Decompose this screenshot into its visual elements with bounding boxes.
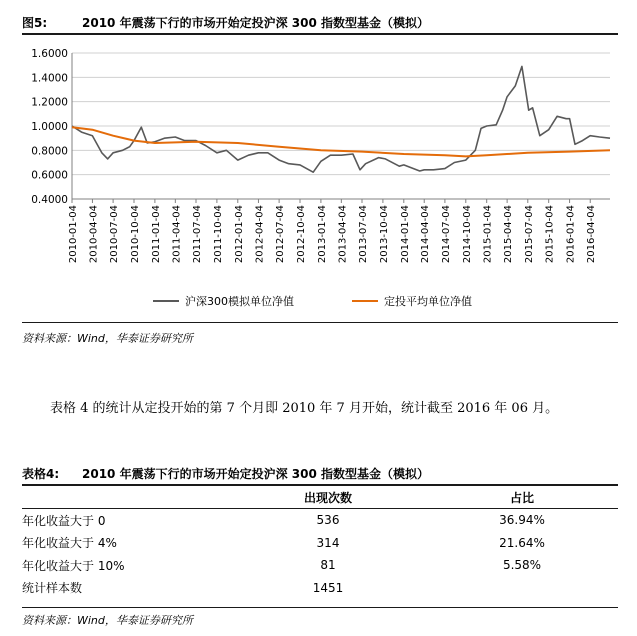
series-line-hs300	[72, 66, 610, 172]
x-tick-label: 2011-07-04	[191, 205, 203, 264]
legend-swatch-dca	[352, 300, 378, 302]
legend-item-hs300	[153, 293, 294, 309]
body-paragraph: 表格 4 的统计从定投开始的第 7 个月即 2010 年 7 月开始，统计截至 2016 年 06 月。	[50, 401, 559, 416]
x-tick-label: 2012-07-04	[275, 205, 287, 264]
series-line-dca	[72, 127, 610, 156]
x-tick-label: 2012-10-04	[296, 205, 308, 264]
x-tick-label: 2015-04-04	[503, 204, 515, 264]
figure-top-rule	[22, 33, 618, 35]
figure-bottom-rule	[22, 322, 618, 323]
y-tick-label: 0.6000	[31, 169, 68, 182]
table-cell: 年化收益大于 10%	[22, 558, 125, 573]
table-header-cell: 占比	[509, 490, 534, 505]
y-tick-label: 1.4000	[31, 72, 68, 85]
legend-item-dca	[352, 293, 472, 309]
table-cell: 1451	[312, 580, 344, 595]
y-tick-label: 0.8000	[31, 145, 68, 158]
x-tick-label: 2015-10-04	[544, 205, 556, 264]
x-tick-label: 2012-01-04	[233, 204, 245, 264]
x-tick-label: 2015-01-04	[482, 205, 494, 264]
x-tick-label: 2013-04-04	[337, 205, 349, 264]
x-tick-label: 2010-04-04	[88, 205, 100, 264]
table-bottom-rule	[22, 607, 618, 608]
table-header-cell: 出现次数	[303, 490, 352, 505]
table-row	[22, 577, 618, 600]
figure-title-text: 2010 年震荡下行的市场开始定投沪深 300 指数型基金（模拟）	[82, 15, 429, 30]
table-cell: 81	[320, 558, 336, 573]
x-tick-label: 2015-07-04	[523, 205, 535, 264]
table-title-text: 2010 年震荡下行的市场开始定投沪深 300 指数型基金（模拟）	[82, 466, 429, 481]
x-tick-label: 2014-01-04	[399, 205, 411, 264]
table-row	[22, 509, 618, 532]
stats-table	[22, 486, 618, 599]
x-tick-label: 2016-04-04	[586, 205, 598, 264]
x-tick-label: 2014-10-04	[461, 205, 473, 264]
x-tick-label: 2011-10-04	[212, 205, 224, 264]
line-chart	[22, 36, 618, 318]
table-cell: 5.58%	[502, 558, 542, 573]
legend-swatch-hs300	[153, 300, 179, 302]
figure-source: 资料来源：Wind，华泰证券研究所	[22, 332, 193, 345]
legend-label-hs300: 沪深300模拟单位净值	[185, 295, 294, 308]
figure-title	[22, 12, 618, 32]
table-cell: 统计样本数	[22, 581, 83, 596]
x-tick-label: 2010-07-04	[109, 205, 121, 264]
table-header-row	[22, 486, 618, 509]
legend-label-dca: 定投平均单位净值	[384, 295, 472, 308]
table-cell: 536	[316, 513, 340, 528]
table-title	[22, 464, 618, 482]
x-tick-label: 2010-01-04	[68, 205, 79, 264]
y-tick-label: 1.2000	[31, 96, 68, 109]
table-cell: 36.94%	[499, 513, 545, 528]
table-source: 资料来源：Wind，华泰证券研究所	[22, 614, 193, 627]
figure-number: 图5:	[22, 15, 48, 30]
x-tick-label: 2011-01-04	[150, 205, 162, 264]
table-cell: 314	[316, 535, 340, 550]
x-tick-label: 2014-04-04	[420, 205, 432, 264]
table-row	[22, 532, 618, 555]
table-row	[22, 554, 618, 577]
x-tick-label: 2013-10-04	[378, 205, 390, 264]
x-tick-label: 2013-01-04	[316, 205, 328, 264]
table-number: 表格4:	[22, 466, 60, 481]
table-cell: 年化收益大于 4%	[22, 536, 117, 551]
x-tick-label: 2014-07-04	[440, 205, 452, 264]
x-tick-label: 2013-07-04	[358, 205, 370, 264]
y-tick-label: 1.0000	[31, 121, 68, 133]
y-tick-label: 1.6000	[31, 48, 68, 60]
y-tick-label: 0.4000	[31, 194, 68, 206]
x-tick-label: 2016-01-04	[565, 205, 577, 264]
x-tick-label: 2012-04-04	[254, 205, 266, 264]
table-cell: 21.64%	[499, 535, 545, 550]
x-tick-label: 2010-10-04	[129, 205, 141, 264]
table-cell: 年化收益大于 0	[22, 513, 106, 528]
x-tick-label: 2011-04-04	[171, 205, 183, 264]
